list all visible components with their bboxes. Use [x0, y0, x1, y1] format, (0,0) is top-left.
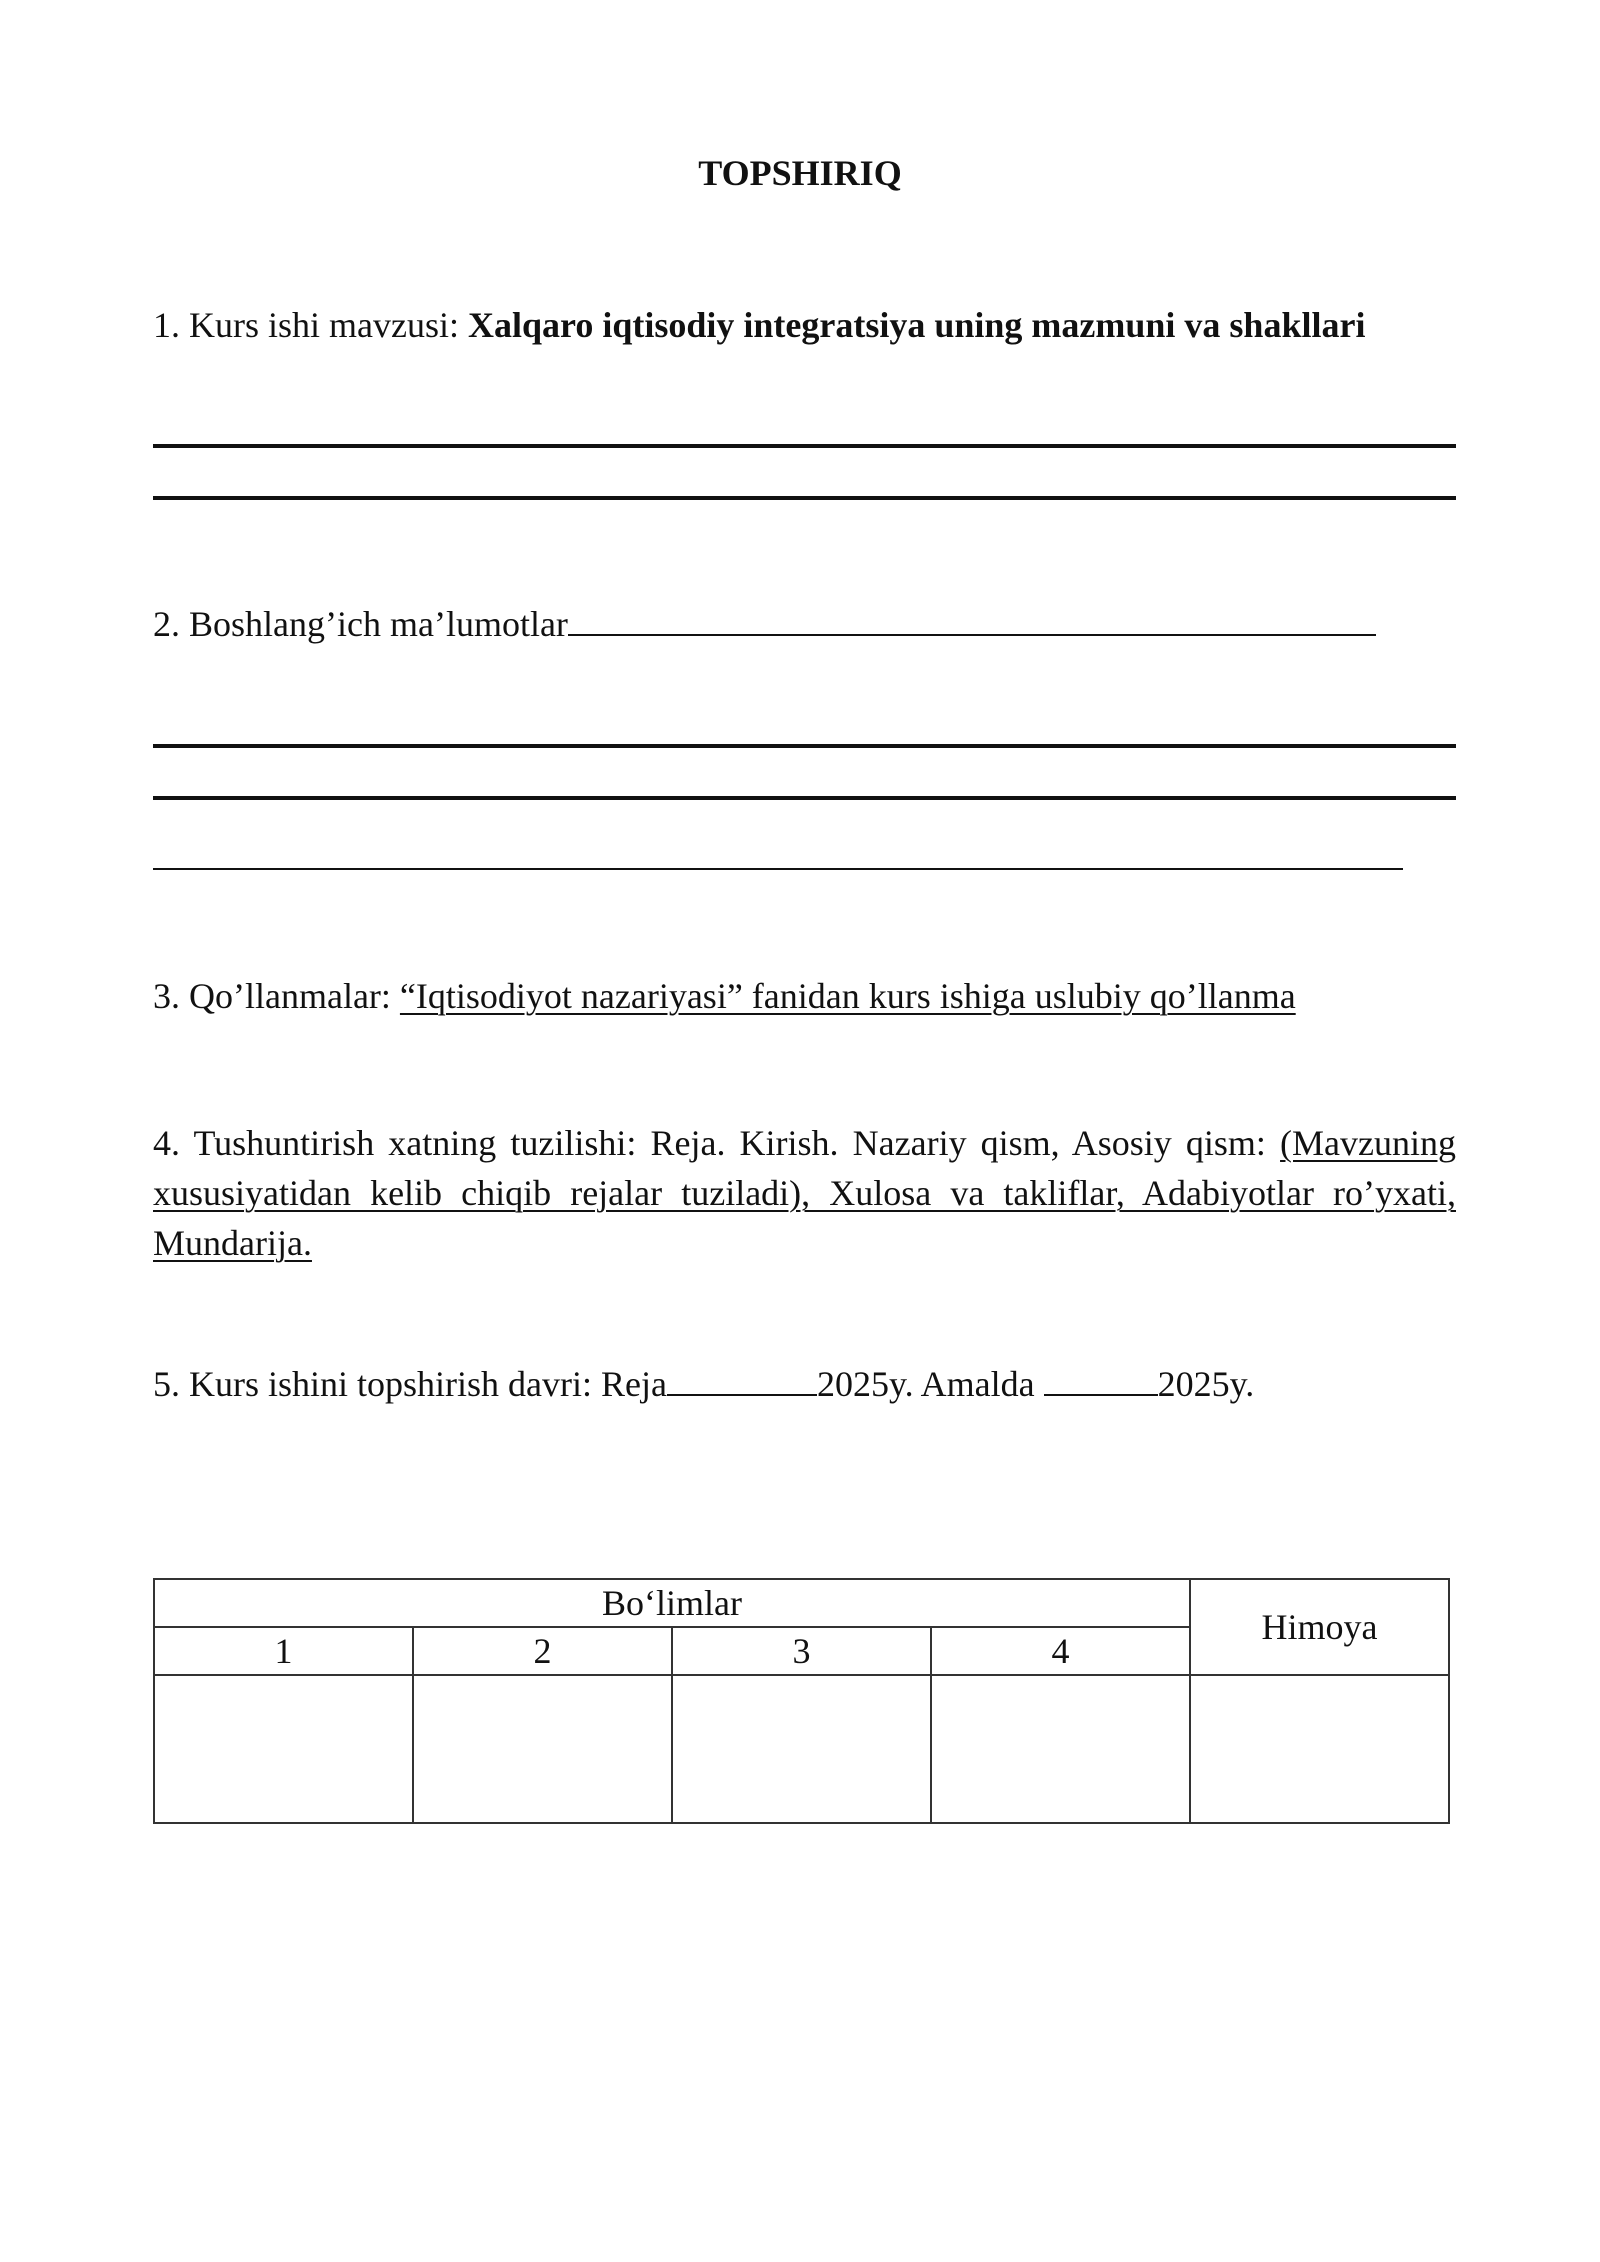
- actual-date-blank: [1044, 1362, 1158, 1396]
- initial-data-line-2: [153, 796, 1456, 800]
- section-col-4: 4: [931, 1627, 1190, 1675]
- item-4-text: 4. Tushuntirish xatning tuzilishi: Reja. Kirish. Nazariy qism, Asosiy qism:: [153, 1123, 1266, 1163]
- section-cell-2[interactable]: [413, 1675, 672, 1823]
- item-3: [153, 975, 1296, 1017]
- item-2-label: 2. Boshlang’ich ma’lumotlar: [153, 604, 568, 644]
- section-col-1: 1: [154, 1627, 413, 1675]
- defense-header: Himoya: [1190, 1579, 1449, 1675]
- initial-data-blank: [568, 602, 1376, 636]
- section-cell-1[interactable]: [154, 1675, 413, 1823]
- course-topic: Xalqaro iqtisodiy integratsiya uning mazmuni va shakllari: [467, 305, 1366, 345]
- document-title: TOPSHIRIQ: [698, 153, 902, 193]
- item-4-underlined: (Mavzuning xususiyatidan kelib chiqib rejalar tuziladi), Xulosa va takliflar, Adabiyotlar ro’yxati, Mundarija.: [153, 1123, 1457, 1263]
- sections-header: Bo‘limlar: [154, 1579, 1190, 1627]
- item-5: [153, 1362, 1254, 1405]
- sections-table: [153, 1578, 1450, 1824]
- topic-line-1: [153, 444, 1456, 448]
- item-3-label: 3. Qo’llanmalar:: [153, 976, 391, 1016]
- actual-year: 2025y.: [1157, 1364, 1255, 1404]
- item-2: [153, 602, 1376, 645]
- defense-cell[interactable]: [1190, 1675, 1449, 1823]
- initial-data-line-1: [153, 744, 1456, 748]
- section-cell-3[interactable]: [672, 1675, 931, 1823]
- item-4: [153, 1118, 1456, 1268]
- item-1-label: 1. Kurs ishi mavzusi:: [153, 305, 459, 345]
- section-cell-4[interactable]: [931, 1675, 1190, 1823]
- item-5-label: 5. Kurs ishini topshirish davri: Reja: [153, 1364, 667, 1404]
- topic-line-2: [153, 496, 1456, 500]
- plan-year: 2025y. Amalda: [816, 1364, 1035, 1404]
- section-col-3: 3: [672, 1627, 931, 1675]
- item-1: [153, 304, 1365, 346]
- section-col-2: 2: [413, 1627, 672, 1675]
- manuals-value: “Iqtisodiyot nazariyasi” fanidan kurs ishiga uslubiy qo’llanma: [399, 976, 1296, 1016]
- initial-data-line-3: [153, 868, 1403, 870]
- plan-date-blank: [667, 1362, 817, 1396]
